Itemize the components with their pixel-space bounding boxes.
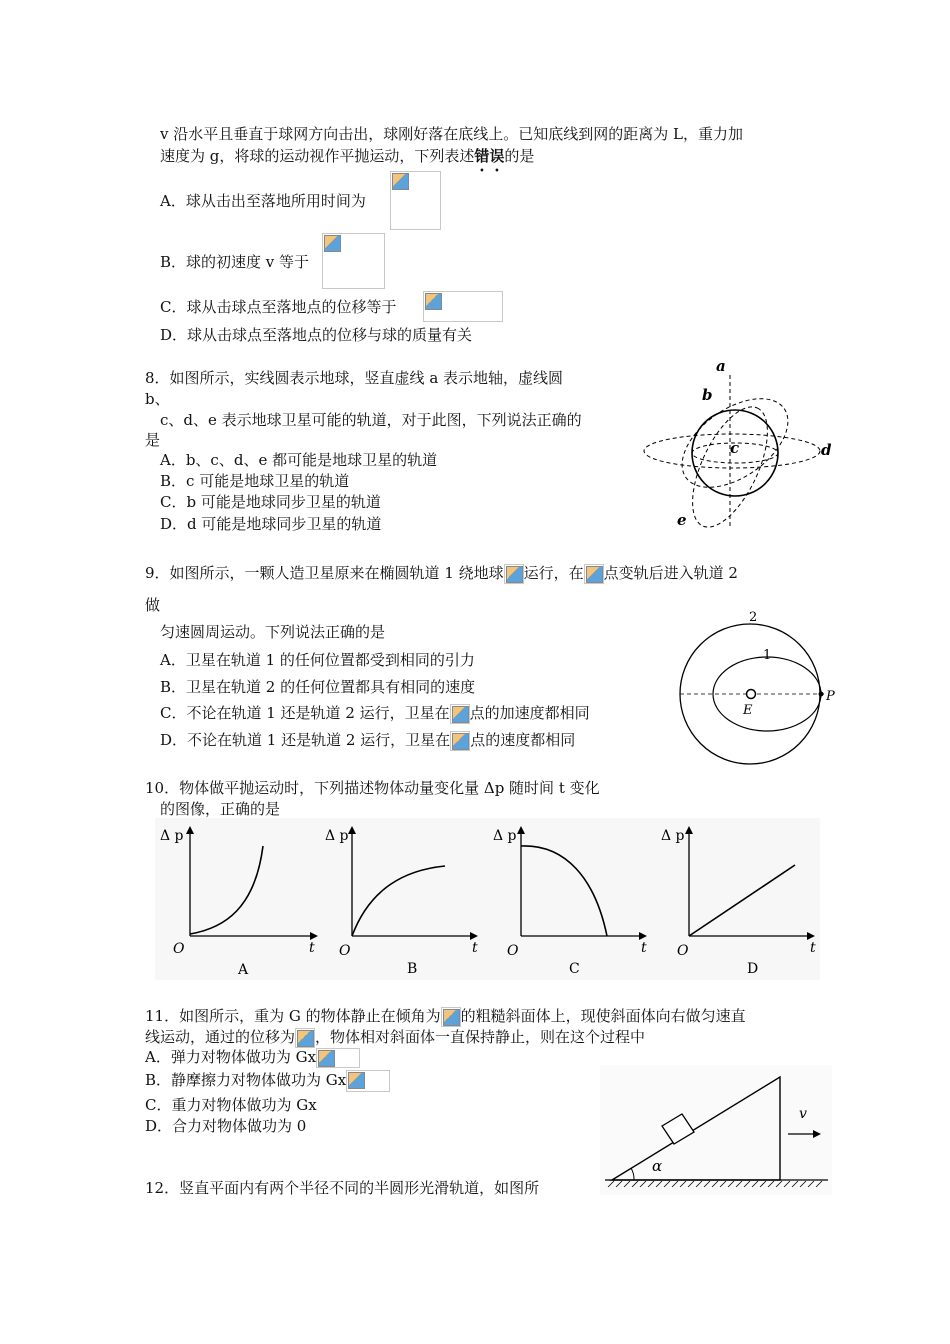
q9-option-c: C．不论在轨道 1 还是轨道 2 运行，卫星在 点的加速度都相同: [160, 704, 590, 722]
q7-option-d: D．球从击球点至落地点的位移与球的质量有关: [160, 326, 473, 344]
q9-line3: 匀速圆周运动。下列说法正确的是: [160, 623, 386, 641]
label-E: E: [743, 703, 753, 718]
q11-line2: 线运动，通过的位移为 ，物体相对斜面体一直保持静止，则在这个过程中: [145, 1028, 646, 1046]
label-d: d: [821, 441, 832, 459]
formula-image-placeholder: [390, 171, 441, 230]
q8-line4: 是: [145, 431, 161, 449]
velocity-label: v: [799, 1106, 807, 1122]
x-label: t: [309, 940, 315, 956]
q11-option-d: D．合力对物体做功为 0: [145, 1117, 307, 1135]
label-a: a: [716, 357, 726, 375]
q8-option-b: B．c 可能是地球卫星的轨道: [160, 472, 350, 490]
q9-option-b: B．卫星在轨道 2 的任何位置都具有相同的速度: [160, 678, 476, 696]
q7-option-c: C．球从击球点至落地点的位移等于: [160, 298, 397, 316]
image-icon: [318, 1050, 335, 1067]
image-icon: [586, 566, 603, 583]
origin-label: O: [507, 943, 519, 959]
formula-image-placeholder: [441, 1007, 461, 1027]
caption-a: A: [238, 962, 249, 978]
caption-c: C: [569, 961, 580, 977]
label-orbit-2: 2: [749, 610, 758, 625]
earth-dot: [747, 690, 756, 699]
q9-option-a: A．卫星在轨道 1 的任何位置都受到相同的引力: [160, 651, 475, 669]
origin-label: O: [173, 941, 185, 957]
label-e: e: [677, 511, 687, 529]
orbit-transfer-figure: [675, 605, 845, 770]
q12-line1: 12．竖直平面内有两个半径不同的半圆形光滑轨道，如图所: [145, 1179, 540, 1197]
q11-option-c: C．重力对物体做功为 Gx: [145, 1096, 317, 1114]
q8-line1: 8．如图所示，实线圆表示地球，竖直虚线 a 表示地轴，虚线圆: [145, 369, 564, 387]
x-label: t: [472, 940, 478, 956]
image-icon: [506, 566, 523, 583]
image-icon: [425, 293, 442, 310]
image-icon: [452, 733, 469, 750]
momentum-graphs-figure: [155, 818, 820, 980]
x-label: t: [810, 940, 816, 956]
graphs-background: [155, 818, 820, 980]
q8-option-d: D．d 可能是地球同步卫星的轨道: [160, 515, 382, 533]
formula-image-placeholder: [423, 291, 503, 322]
y-label: Δ p: [325, 828, 349, 844]
q11-line1: 11．如图所示，重为 G 的物体静止在倾角为 的粗糙斜面体上，现使斜面体向右做匀速直: [145, 1007, 746, 1025]
formula-image-placeholder: [450, 731, 470, 751]
caption-b: B: [407, 961, 418, 977]
origin-label: O: [339, 943, 351, 959]
y-label: Δ p: [160, 828, 184, 844]
angle-label: α: [652, 1157, 663, 1175]
x-label: t: [641, 940, 647, 956]
image-icon: [348, 1072, 365, 1089]
q7-line2: 速度为 g，将球的运动视作平抛运动，下列表述错误的是: [160, 147, 535, 165]
label-b: b: [702, 386, 713, 404]
q7-line1: v 沿水平且垂直于球网方向击出，球刚好落在底线上。已知底线到网的距离为 L，重力加: [160, 125, 743, 143]
earth-orbits-figure: [640, 355, 840, 530]
formula-image-placeholder: [584, 564, 604, 584]
image-icon: [452, 706, 469, 723]
point-p-dot: [819, 692, 824, 697]
formula-image-placeholder: [316, 1048, 360, 1068]
y-label: Δ p: [661, 828, 685, 844]
image-icon: [443, 1009, 460, 1026]
q9-line2: 做: [145, 596, 161, 614]
y-label: Δ p: [493, 828, 517, 844]
q8-option-c: C．b 可能是地球同步卫星的轨道: [160, 493, 381, 511]
q8-line3: c、d、e 表示地球卫星可能的轨道，对于此图，下列说法正确的: [160, 411, 582, 429]
image-icon: [297, 1030, 314, 1047]
formula-image-placeholder: [322, 233, 385, 289]
q11-option-b: B．静摩擦力对物体做功为 Gx: [145, 1070, 390, 1092]
image-icon: [392, 173, 409, 190]
caption-d: D: [747, 961, 759, 977]
label-P: P: [826, 689, 835, 704]
emphasis-word: 错误: [474, 147, 505, 165]
formula-image-placeholder: [346, 1070, 390, 1092]
q9-line1: 9．如图所示，一颗人造卫星原来在椭圆轨道 1 绕地球 运行，在 点变轨后进入轨道 2: [145, 564, 738, 582]
incline-background: [600, 1065, 832, 1195]
label-c: c: [730, 439, 740, 457]
q8-option-a: A．b、c、d、e 都可能是地球卫星的轨道: [160, 451, 438, 469]
image-icon: [324, 235, 341, 252]
formula-image-placeholder: [295, 1028, 315, 1048]
origin-label: O: [677, 943, 689, 959]
q9-option-d: D．不论在轨道 1 还是轨道 2 运行，卫星在 点的速度都相同: [160, 731, 576, 749]
incline-figure: [600, 1065, 832, 1195]
q11-option-a: A．弹力对物体做功为 Gx: [145, 1047, 360, 1068]
q8-line2: b、: [145, 390, 170, 408]
q10-line2: 的图像，正确的是: [160, 800, 281, 818]
formula-image-placeholder: [504, 564, 524, 584]
q7-option-b: B．球的初速度 v 等于: [160, 253, 310, 271]
formula-image-placeholder: [450, 704, 470, 724]
q7-option-a: A．球从击出至落地所用时间为: [160, 192, 366, 210]
q10-line1: 10．物体做平抛运动时，下列描述物体动量变化量 Δp 随时间 t 变化: [145, 779, 600, 797]
label-orbit-1: 1: [763, 648, 772, 663]
